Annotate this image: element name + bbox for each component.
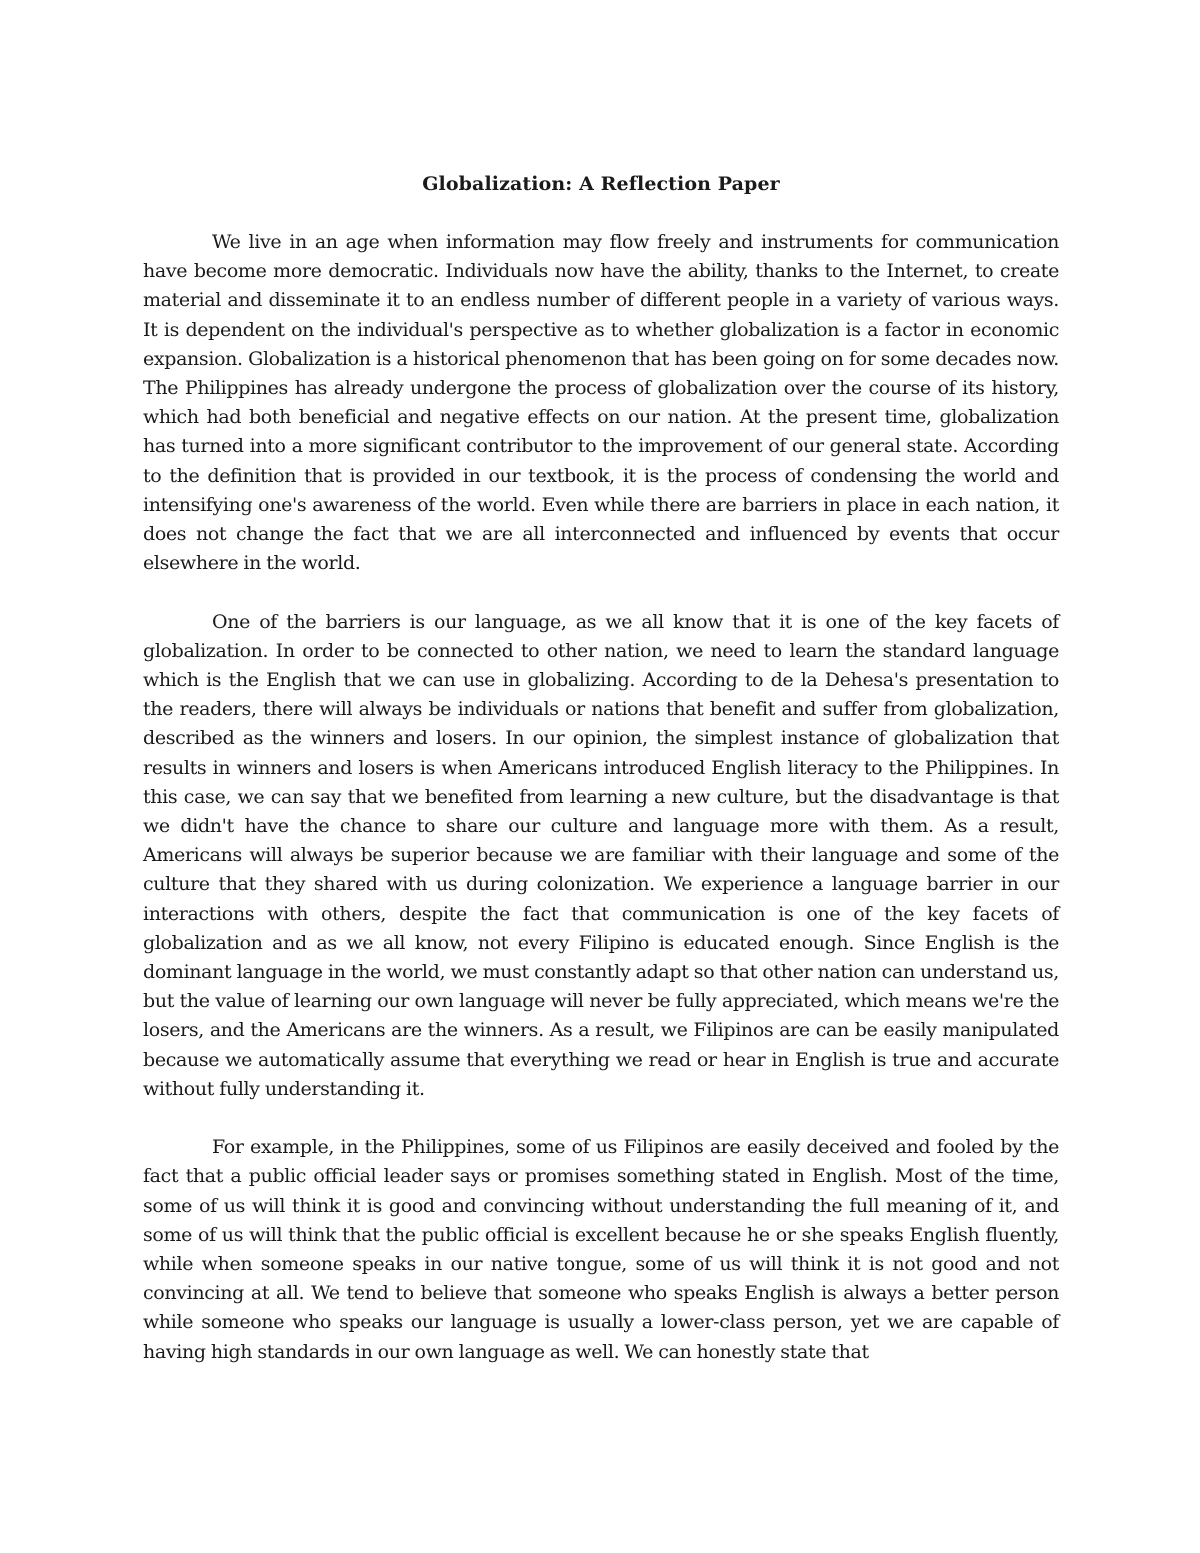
paragraph-1: We live in an age when information may flow freely and instruments for communication have become more democratic. Individuals now have the ability, thanks to the Internet, to create material and disseminate it to an endless number of different people in a variety of various ways. It is dependent on the individual's perspective as to whether globalization is a factor in economic expansion. Globalization is a historical phenomenon that has been going on for some decades now. The Philippines has already undergone the process of globalization over the course of its history, which had both beneficial and negative effects on our nation. At the present time, globalization has turned into a more significant contributor to the improvement of our general state. According to the definition that is provided in our textbook, it is the process of condensing the world and intensifying one's awareness of the world. Even while there are barriers in place in each nation, it does not change the fact that we are all interconnected and influenced by events that occur elsewhere in the world. — [143, 231, 1059, 575]
page-title: Globalization: A Reflection Paper — [422, 173, 780, 195]
paragraph-2: One of the barriers is our language, as we all know that it is one of the key facets of globalization. In order to be connected to other nation, we need to learn the standard language which is the English that we can use in globalizing. According to de la Dehesa's presentation to the readers, there will always be individuals or nations that benefit and suffer from globalization, described as the winners and losers. In our opinion, the simplest instance of globalization that results in winners and losers is when Americans introduced English literacy to the Philippines. In this case, we can say that we benefited from learning a new culture, but the disadvantage is that we didn't have the chance to share our culture and language more with them. As a result, Americans will always be superior because we are familiar with their language and some of the culture that they shared with us during colonization. We experience a language barrier in our interactions with others, despite the fact that communication is one of the key facets of globalization and as we all know, not every Filipino is educated enough. Since English is the dominant language in the world, we must constantly adapt so that other nation can understand us, but the value of learning our own language will never be fully appreciated, which means we're the losers, and the Americans are the winners. As a result, we Filipinos are can be easily manipulated because we automatically assume that everything we read or hear in English is true and accurate without fully understanding it. — [143, 610, 1059, 1100]
paragraph-3: For example, in the Philippines, some of us Filipinos are easily deceived and fooled by the fact that a public official leader says or promises something stated in English. Most of the time, some of us will think it is good and convincing without understanding the full meaning of it, and some of us will think that the public official is excellent because he or she speaks English fluently, while when someone speaks in our native tongue, some of us will think it is not good and not convincing at all. We tend to believe that someone who speaks English is always a better person while someone who speaks our language is usually a lower-class person, yet we are capable of having high standards in our own language as well. We can honestly state that — [143, 1136, 1059, 1363]
document-body — [143, 170, 1059, 1396]
